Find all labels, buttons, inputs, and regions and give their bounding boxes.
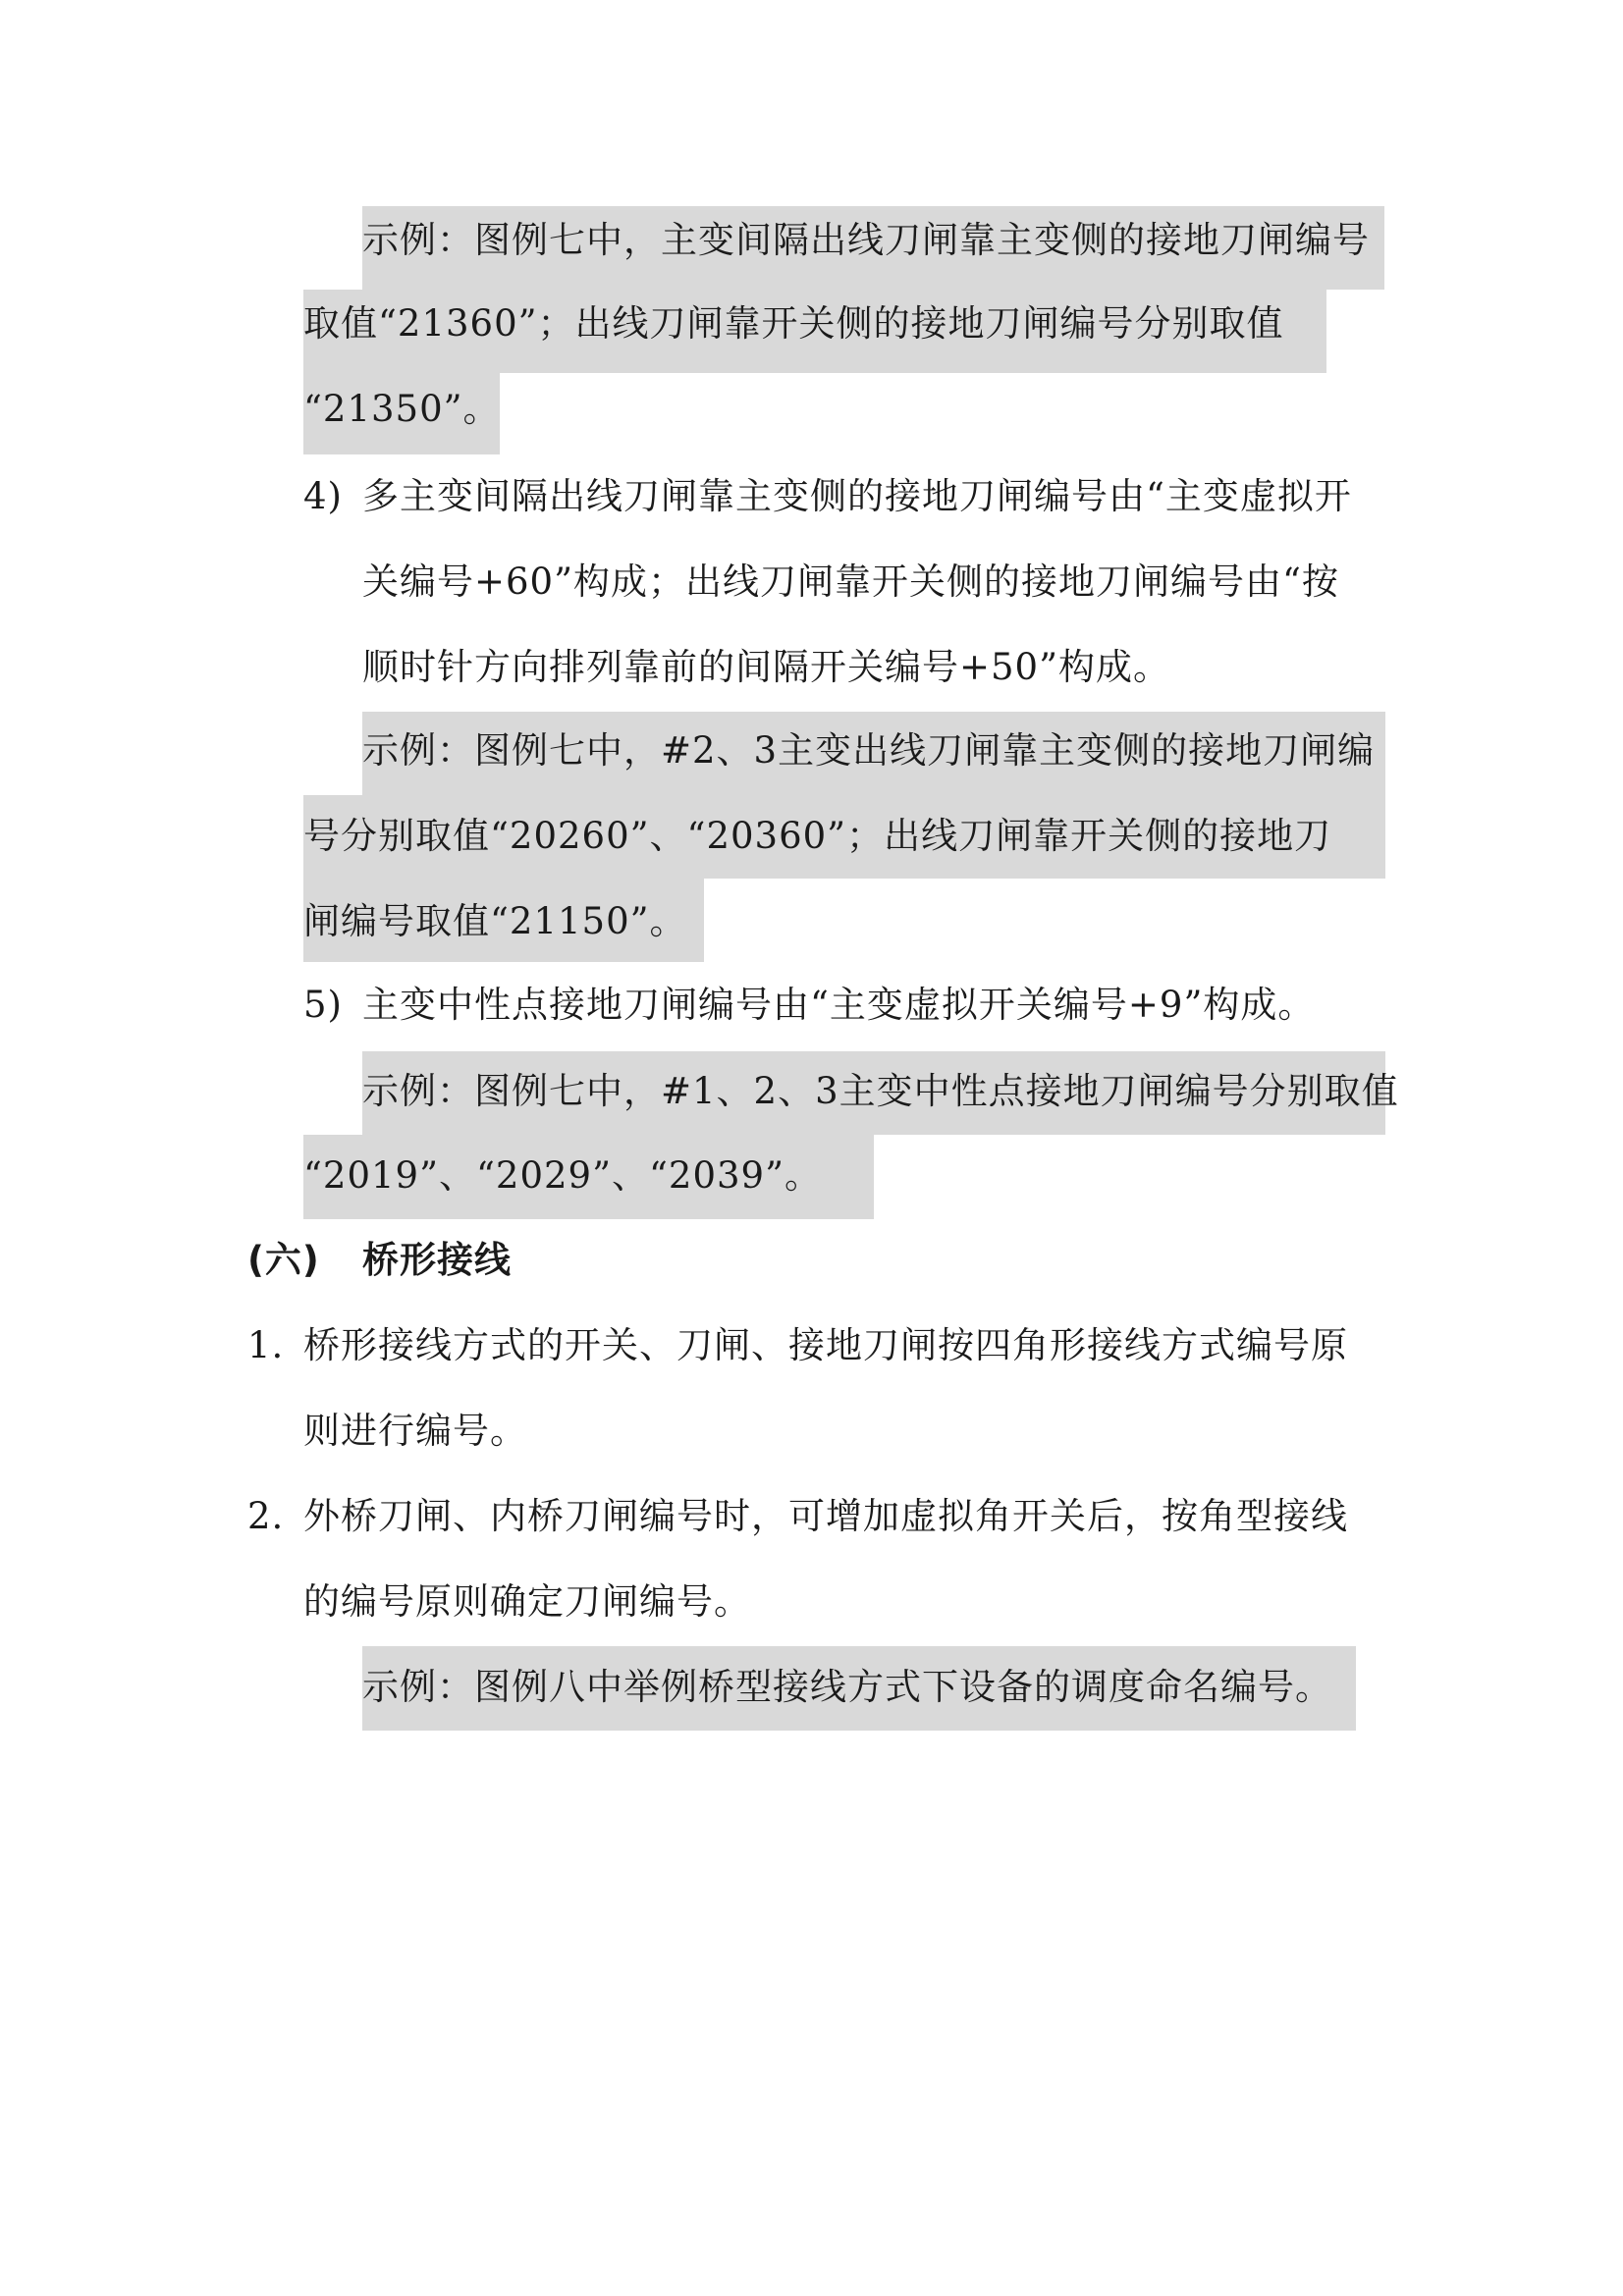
rule2-line2: 的编号原则确定刀闸编号。	[303, 1580, 751, 1623]
rule1-number: 1.	[247, 1324, 285, 1366]
item4-number: 4)	[303, 475, 343, 517]
example1-line1: 示例：图例七中，主变间隔出线刀闸靠主变侧的接地刀闸编号	[362, 219, 1370, 261]
example2-line3: 闸编号取值“21150”。	[303, 900, 687, 942]
item5-line1: 主变中性点接地刀闸编号由“主变虚拟开关编号+9”构成。	[362, 984, 1316, 1026]
rule2-number: 2.	[247, 1495, 285, 1537]
item4-line2: 关编号+60”构成；出线刀闸靠开关侧的接地刀闸编号由“按	[362, 561, 1339, 603]
item4-line3: 顺时针方向排列靠前的间隔开关编号+50”构成。	[362, 646, 1170, 688]
example1-line2: 取值“21360”；出线刀闸靠开关侧的接地刀闸编号分别取值	[303, 302, 1284, 345]
rule1-line2: 则进行编号。	[303, 1410, 527, 1452]
example1-line3: “21350”。	[303, 388, 501, 430]
rule2-line1: 外桥刀闸、内桥刀闸编号时，可增加虚拟角开关后，按角型接线	[303, 1495, 1348, 1537]
example2-line1: 示例：图例七中，#2、3主变出线刀闸靠主变侧的接地刀闸编	[362, 729, 1376, 772]
rule1-line1: 桥形接线方式的开关、刀闸、接地刀闸按四角形接线方式编号原	[303, 1324, 1348, 1366]
example3-line1: 示例：图例七中，#1、2、3主变中性点接地刀闸编号分别取值	[362, 1070, 1399, 1112]
example4-line1: 示例：图例八中举例桥型接线方式下设备的调度命名编号。	[362, 1666, 1332, 1708]
example3-line2: “2019”、“2029”、“2039”。	[303, 1154, 822, 1197]
item5-number: 5)	[303, 984, 343, 1026]
item4-line1: 多主变间隔出线刀闸靠主变侧的接地刀闸编号由“主变虚拟开	[362, 475, 1352, 517]
section6-title: 桥形接线	[362, 1239, 512, 1281]
example2-line2: 号分别取值“20260”、“20360”；出线刀闸靠开关侧的接地刀	[303, 815, 1332, 857]
section6-number: (六)	[247, 1239, 320, 1281]
